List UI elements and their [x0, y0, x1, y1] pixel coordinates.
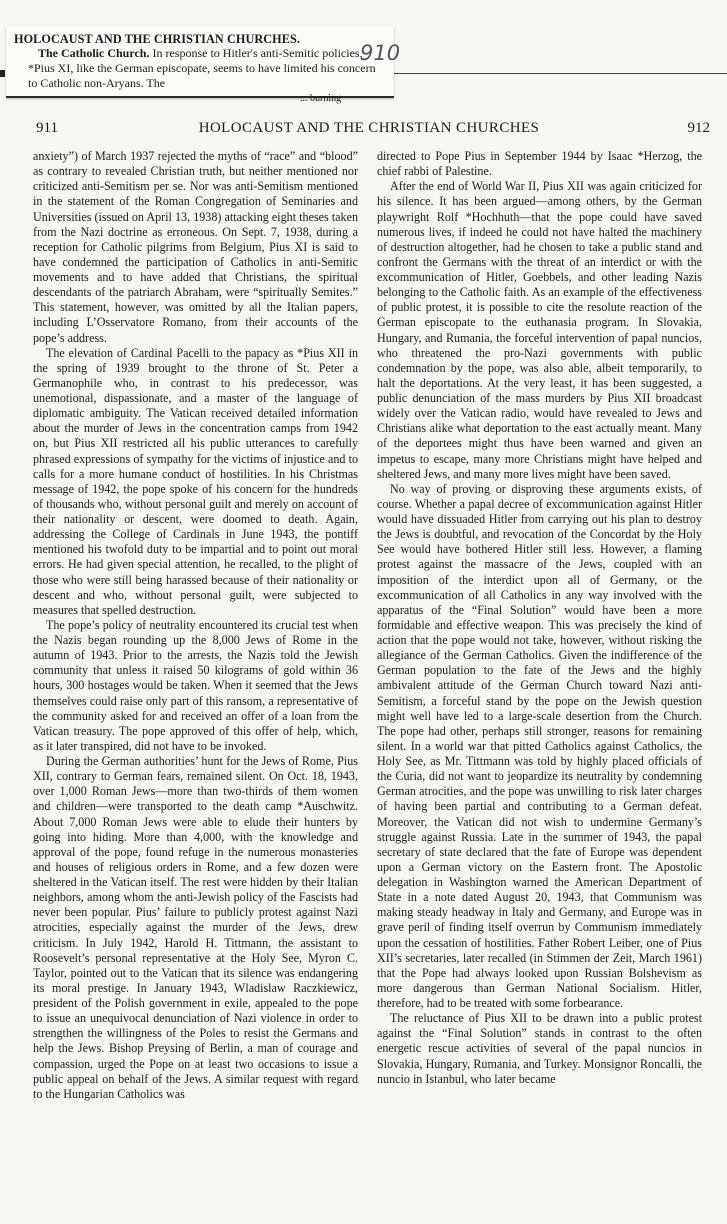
right-paragraph: The reluctance of Pius XII to be drawn into a public protest against the “Final Solution” stands in contrast to the often energetic rescue activities of several of the papal nuncios in Slovakia, Hungary, Rumania, and Turkey. Monsignor Roncalli, the nuncio in Istanbul, who later became	[377, 1011, 702, 1086]
left-paragraph: The pope’s policy of neutrality encountered its crucial test when the Nazis began rounding up the 8,000 Jews of Rome in the autumn of 1943. Prior to the arrests, the Nazis told the Jewish community that unless it raised 50 kilograms of gold within 36 hours, 300 hostages would be taken. When it seemed that the Jews themselves could raise only part of this ransom, a representative of the community asked for and received an offer of a loan from the Vatican treasury. The pope approved of this offer of help, which, as it later transpired, did not have to be invoked.	[33, 617, 358, 753]
right-paragraph: directed to Pope Pius in September 1944 by Isaac *Herzog, the chief rabbi of Palestine.	[377, 149, 702, 179]
slip-body: In response to Hitler's anti-Semitic policies, *Pius XI, like the German episcopate, seems to have limited his concern to Catholic non-Aryans. The	[28, 46, 376, 90]
slip-rule	[394, 73, 727, 74]
margin-mark	[0, 70, 5, 77]
slip-lead: The Catholic Church.	[38, 46, 150, 60]
running-title: HOLOCAUST AND THE CHRISTIAN CHURCHES	[198, 120, 540, 136]
slip-cutoff: ... burning	[300, 93, 342, 104]
left-paragraph: During the German authorities’ hunt for the Jews of Rome, Pius XII, contrary to German fears, remained silent. On Oct. 18, 1943, over 1,000 Roman Jews—more than two-thirds of them women and children—were transported to the death camp *Auschwitz. About 7,000 Roman Jews were able to elude their hunters by going into hiding. More than 4,000, with the knowledge and approval of the pope, found refuge in the numerous monasteries and houses of religious orders in Rome, and a few dozen were sheltered in the Vatican itself. The rest were hidden by their Italian neighbors, among whom the anti-Jewish policy of the Fascists had never been popular. Pius’ failure to publicly protest against Nazi atrocities, especially against the murder of the Jews, drew criticism. In July 1942, Harold H. Tittmann, the assistant to Roosevelt’s personal representative at the Holy See, Myron C. Taylor, pointed out to the Vatican that its silence was endangering its moral prestige. In January 1943, Wladislaw Raczkiewicz, president of the Polish government in exile, appealed to the pope to issue an unequivocal denunciation of Nazi violence in order to strengthen the willingness of the Poles to resist the Germans and help the Jews. Bishop Preysing of Berlin, a man of courage and compassion, urged the Pope on at least two occasions to issue a public appeal on behalf of the Jews. A similar request with regard to the Hungarian Catholics was	[33, 754, 358, 1101]
right-paragraph: No way of proving or disproving these arguments exists, of course. Whether a papal decree of excommunication against Hitler would have dissuaded Hitler from carrying out his plan to destroy the Jews is doubtful, and revocation of the Concordat by the Holy See would have bothered Hitler still less. However, a flaming protest against the massacre of the Jews, coupled with an imposition of the interdict upon all of Germany, or the excommunication of all Catholics in any way involved with the apparatus of the “Final Solution” would have been a more formidable and effective weapon. This was precisely the kind of action that the pope would not take, however, without risking the allegiance of the German Catholics. Given the indifference of the German population to the fate of the Jews and the highly ambivalent attitude of the German Church toward Nazi anti-Semitism, a forceful stand by the pope on the Jewish question might well have led to a large-scale desertion from the Church. The pope had other, perhaps still stronger, reasons for remaining silent. In a world war that pitted Catholics against Catholics, the Holy See, as Mr. Tittmann was told by highly placed officials of the Curia, did not want to jeopardize its neutrality by condemning German atrocities, and the pope was unwilling to risk later charges of having been partial and contributing to a German defeat. Moreover, the Vatican did not wish to undermine Germany’s struggle against Russia. Late in the summer of 1943, the papal secretary of state declared that the fate of Europe was dependent upon a German victory on the Eastern front. The Apostolic delegation in Washington warned the American Department of State in a note dated August 20, 1943, that Communism was making steady headway in Italy and Germany, and Europe was in grave peril of finding itself overrun by Communism immediately upon the cessation of hostilities. Father Robert Leiber, one of Pius XII’s secretaries, later recalled (in Stimmen der Zeit, March 1961) that the Pope had always looked upon Russian Bolshevism as more dangerous than German National Socialism. Hitler, therefore, had to be treated with some forbearance.	[377, 481, 702, 1010]
page-number-left: 911	[36, 120, 58, 136]
right-column	[377, 149, 702, 1087]
left-paragraph: The elevation of Cardinal Pacelli to the papacy as *Pius XII in the spring of 1939 brought to the throne of St. Peter a Germanophile who, in contrast to his predecessor, was unemotional, dispassionate, and a master of the language of diplomatic ambiguity. The Vatican received detailed information about the murder of Jews in the concentration camps from 1942 on, but Pius XII restricted all his public utterances to carefully phrased expressions of sympathy for the victims of injustice and to calls for a more humane conduct of hostilities. In his Christmas message of 1942, the pope spoke of his concern for the hundreds of thousands who, without personal guilt and merely on account of their nationality or descent, were doomed to death. Again, addressing the College of Cardinals in June 1943, the pontiff mentioned his twofold duty to be impartial and to point out moral errors. He had given special attention, he recalled, to the plight of those who were still being harassed because of their nationality or descent and who, without personal guilt, were subjected to measures that spelled destruction.	[33, 345, 358, 617]
right-paragraph: After the end of World War II, Pius XII was again criticized for his silence. It has been argued—among others, by the German playwright Rolf *Hochhuth—that the pope could have saved numerous lives, if indeed he could not have halted the machinery of destruction altogether, had he chosen to take a public stand and confront the Germans with the threat of an interdict or with the excommunication of Hitler, Goebbels, and other leading Nazis belonging to the Catholic faith. As an example of the effectiveness of public protest, it is possible to cite the resolute reaction of the German episcopate to the euthanasia program. In Slovakia, Hungary, and Rumania, the forceful intervention of papal nuncios, who threatened the pro-Nazi governments with public condemnation by the pope, was also able, albeit temporarily, to halt the deportations. At the very least, it has been suggested, a public denunciation of the mass murders by Pius XII broadcast widely over the Vatican radio, would have revealed to Jews and Christians alike what deportation to the east actually meant. Many of the deportees might thus have been warned and given an impetus to escape, many more Christians might have helped and sheltered Jews, and many more lives might have been saved.	[377, 179, 702, 481]
clipping-slip	[6, 26, 401, 104]
page-header	[24, 120, 714, 140]
left-paragraph: anxiety”) of March 1937 rejected the myths of “race” and “blood” as contrary to revealed Christian truth, but neither mentioned nor criticized anti-Semitism per se. Nor was anti-Semitism mentioned in the statement of the Roman Congregation of Seminaries and Universities (issued on April 13, 1938) attacking eight theses taken from the Nazi doctrine as erroneous. On Sept. 7, 1938, during a reception for Catholic pilgrims from Belgium, Pius XI is said to have condemned the participation of Catholics in anti-Semitic movements and to have added that Christians, the spiritual descendants of the patriarch Abraham, were “spiritually Semites.” This statement, however, was omitted by all the Italian papers, including L’Osservatore Romano, from their accounts of the pope’s address.	[33, 149, 358, 345]
slip-title: HOLOCAUST AND THE CHRISTIAN CHURCHES.	[14, 32, 300, 46]
slip-text	[28, 46, 376, 104]
left-column	[33, 149, 358, 1102]
page-number-right: 912	[687, 120, 710, 136]
handwritten-number: 910	[360, 41, 401, 65]
